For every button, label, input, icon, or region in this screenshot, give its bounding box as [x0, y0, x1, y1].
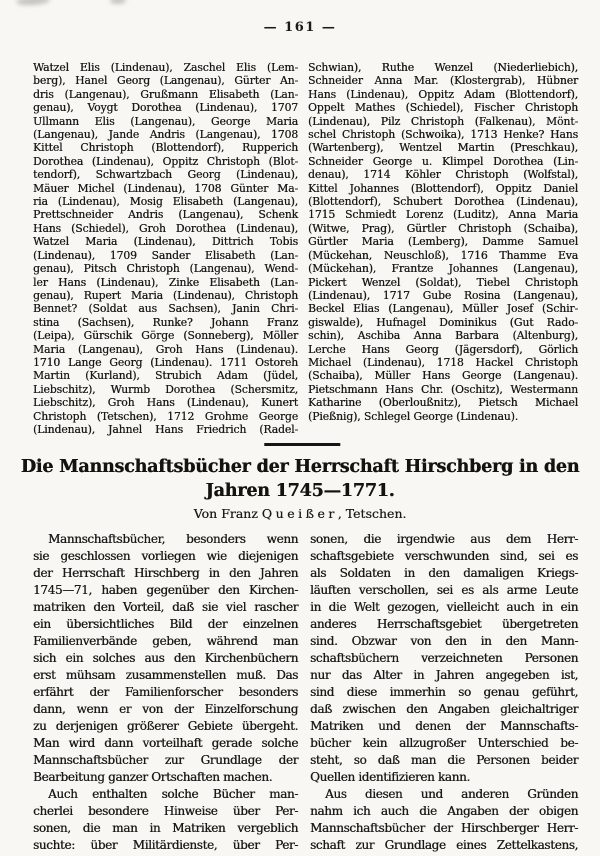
name-list-right-column	[308, 61, 578, 423]
text-line: Mannschaftsbücher, besonders wenn	[48, 532, 298, 546]
scan-smudge	[16, 0, 50, 6]
text-line: (Mückehan, Neuschloß), 1716 Thamme Eva	[308, 248, 578, 262]
text-line: schaft zur Grundlage eines Zettelkastens,	[310, 838, 578, 852]
text-line: stina (Sachsen), Runke? Johann Franz	[33, 315, 298, 329]
text-line: bücher kein allzugroßer Unterschied be-	[310, 736, 578, 750]
text-line: denau), 1714 Köhler Christoph (Wolfstal),	[308, 168, 578, 182]
text-line: erst mühsam zusammenstellen muß. Das	[33, 668, 298, 682]
byline-suffix: , Tetschen.	[337, 506, 407, 521]
text-line: (Pießnig), Schlegel George (Lindenau).	[308, 409, 519, 423]
text-line: dann, wenn er von der Einzelforschung	[33, 702, 298, 716]
text-line: Aus diesen und anderen Gründen	[325, 787, 578, 801]
text-line: (Lindenau), Pilz Christoph (Falkenau), Mönt-	[308, 114, 578, 128]
text-line: schin), Aschiba Anna Barbara (Altenburg),	[308, 329, 578, 343]
text-line: (Lindenau), 1717 Gube Rosina (Langenau),	[308, 288, 578, 302]
text-line: Katharine (Oberloußnitz), Pietsch Michael	[308, 396, 578, 410]
text-line: Martin (Kurland), Strubich Adam (Jüdel,	[33, 369, 298, 383]
byline-prefix: Von Franz	[193, 506, 262, 521]
text-line: schaftsbüchern verzeichneten Personen	[310, 651, 578, 665]
page-number: — 161 —	[263, 20, 337, 35]
text-line: 1710 Lange Georg (Lindenau). 1711 Ostoreh	[33, 355, 298, 369]
text-line: Matriken und denen der Mannschafts-	[310, 719, 578, 733]
text-line: der Herrschaft Hirschberg in den Jahren	[33, 566, 298, 580]
text-line: Christoph (Tetschen), 1712 Grohme George	[33, 409, 298, 423]
text-line: nahm ich auch die Angaben der obigen	[310, 804, 578, 818]
text-line: Bennet? (Soldat aus Sachsen), Janin Chri-	[33, 302, 298, 316]
text-line: dris (Langenau), Grußmann Elisabeth (Lan-	[33, 87, 298, 101]
text-line: (Blottendorf), Schubert Dorothea (Lindenau),	[308, 195, 578, 209]
byline-author-name: Queißer	[261, 506, 338, 521]
text-line: Michael (Lindenau), 1718 Hackel Christoph	[308, 355, 578, 369]
text-line: sonen, die irgendwie aus dem Herr-	[310, 532, 578, 546]
text-line: Mäuer Michel (Lindenau), 1708 Günter Ma-	[33, 181, 298, 195]
text-line: Dorothea (Lindenau), Oppitz Christoph (Blot-	[33, 154, 298, 168]
text-line: ein übersichtliches Bild der einzelnen	[33, 617, 298, 631]
text-line: (Wartenberg), Wentzel Martin (Preschkau),	[308, 141, 578, 155]
article-title-line1: Die Mannschaftsbücher der Herrschaft Hirschberg in den	[20, 457, 580, 477]
text-line: Pickert Wenzel (Soldat), Tiebel Christoph	[308, 275, 578, 289]
text-line: Maria (Langenau), Groh Hans (Lindenau).	[33, 342, 298, 356]
text-line: Watzel Elis (Lindenau), Zaschel Elis (Lem-	[33, 61, 298, 74]
text-line: nur das Alter in Jahren angegeben ist,	[310, 668, 578, 682]
text-line: Mannschaftsbücher der Hirschberger Herr-	[310, 821, 578, 835]
text-line: Schneider Anna Mar. (Klostergrab), Hübner	[308, 74, 578, 88]
text-line: in die Welt gezogen, vielleicht auch in ein	[310, 600, 578, 614]
text-line: genau), Voygt Dorothea (Lindenau), 1707	[33, 101, 298, 115]
text-line: Kittel Johannes (Blottendorf), Oppitz Daniel	[308, 181, 578, 195]
text-line: Prettschneider Andris (Langenau), Schenk	[33, 208, 298, 222]
text-line: Schneider George u. Klimpel Dorothea (Lin-	[308, 154, 578, 168]
text-line: Quellen identifizieren kann.	[310, 770, 470, 784]
text-line: berg), Hanel Georg (Langenau), Gürter An-	[33, 74, 298, 88]
text-line: tendorf), Schwartzbach Georg (Lindenau),	[33, 168, 298, 182]
text-line: als Soldaten in den damaligen Kriegs-	[310, 566, 578, 580]
article-title-line2: Jahren 1745—1771.	[205, 480, 395, 501]
text-line: genau), Rupert Maria (Lindenau), Christoph	[33, 288, 298, 302]
text-line: genau), Pitsch Christoph (Langenau), Wend-	[33, 262, 298, 276]
text-line: Hans (Schiedel), Groh Dorothea (Lindenau),	[33, 221, 298, 235]
text-line: schel Christoph (Schwoika), 1713 Henke? Hans	[308, 128, 578, 142]
text-line: läuften verschollen, sei es als arme Leute	[310, 583, 578, 597]
text-line: 1745—71, haben gegenüber den Kirchen-	[33, 583, 298, 597]
text-line: Gürtler Maria (Lemberg), Damme Samuel	[308, 235, 578, 249]
text-line: Familienverbände geben, während man	[33, 634, 298, 648]
text-line: anderes Herrschaftsgebiet übergetreten	[310, 617, 578, 631]
text-line: (Leipa), Gürschik Görge (Sonneberg), Möller	[33, 329, 298, 343]
text-line: schaftsgebiete verschwunden sind, sei es	[310, 549, 578, 563]
text-line: Liebschitz), Groh Hans (Lindenau), Kunert	[33, 396, 298, 410]
text-line: Man wird dann vorteilhaft gerade solche	[33, 736, 298, 750]
text-line: sich ein solches aus den Kirchenbüchern	[33, 651, 298, 665]
text-line: giswalde), Hufnagel Dominikus (Gut Rado-	[308, 315, 578, 329]
text-line: Auch enthalten solche Bücher man-	[48, 787, 298, 801]
text-line: Hans (Lindenau), Oppitz Adam (Blottendorf),	[308, 87, 578, 101]
text-line: Oppelt Mathes (Schiedel), Fischer Christoph	[308, 101, 578, 115]
text-line: ria (Lindenau), Mosig Elisabeth (Langenau),	[33, 195, 298, 209]
scan-smudge	[110, 0, 126, 4]
article-body-right-column	[310, 531, 578, 854]
text-line: suchte: über Militärdienste, über Per-	[33, 838, 298, 852]
text-line: (Lindenau), 1709 Sander Elisabeth (Lan-	[33, 248, 298, 262]
article-body-left-column	[33, 531, 298, 854]
text-line: Liebschitz), Wurmb Dorothea (Schersmitz,	[33, 382, 298, 396]
text-line: sonen, die man in Matriken vergeblich	[33, 821, 298, 835]
name-list-left-column	[33, 61, 298, 436]
text-line: Bearbeitung ganzer Ortschaften machen.	[33, 770, 273, 784]
text-line: Beckel Elias (Langenau), Müller Josef (Schir-	[308, 302, 578, 316]
section-divider-rule	[264, 443, 340, 446]
text-line: Mannschaftsbücher zur Grundlage der	[33, 753, 298, 767]
text-line: Ullmann Elis (Langenau), George Maria	[33, 114, 298, 128]
text-line: (Lindenau), Jahnel Hans Friedrich (Radel-	[33, 422, 298, 436]
text-line: sind. Obzwar von den in den Mann-	[310, 634, 578, 648]
article-title	[18, 456, 582, 503]
text-line: steht, so daß man die Personen beider	[310, 753, 578, 767]
text-line: Watzel Maria (Lindenau), Dittrich Tobis	[33, 235, 298, 249]
text-line: 1715 Schmiedt Lorenz (Luditz), Anna Maria	[308, 208, 578, 222]
text-line: erfährt der Familienforscher besonders	[33, 685, 298, 699]
text-line: Pietschmann Hans Chr. (Oschitz), Westermann	[308, 382, 578, 396]
text-line: daß zwischen den Angaben gleichaltriger	[310, 702, 578, 716]
text-line: (Mückehan), Frantze Johannes (Langenau),	[308, 262, 578, 276]
text-line: cherlei besondere Hinweise über Per-	[33, 804, 298, 818]
text-line: Schwian), Ruthe Wenzel (Niederliebich),	[308, 61, 578, 74]
text-line: (Witwe, Prag), Gürtler Christoph (Schaiba),	[308, 221, 578, 235]
text-line: (Langenau), Jande Andris (Langenau), 1708	[33, 128, 298, 142]
text-line: zu derjenigen größerer Gebiete übergeht.	[33, 719, 298, 733]
text-line: Lerche Hans Georg (Jägersdorf), Görlich	[308, 342, 578, 356]
article-byline	[0, 506, 600, 521]
text-line: matriken den Vorteil, daß sie viel rascher	[33, 600, 298, 614]
text-line: Kittel Christoph (Blottendorf), Rupperich	[33, 141, 298, 155]
text-line: (Schaiba), Müller Hans George (Langenau).	[308, 369, 578, 383]
text-line: sie geschlossen vorliegen wie diejenigen	[33, 549, 298, 563]
text-line: ler Hans (Lindenau), Zinke Elisabeth (Lan-	[33, 275, 298, 289]
text-line: sind diese immerhin so genau geführt,	[310, 685, 578, 699]
